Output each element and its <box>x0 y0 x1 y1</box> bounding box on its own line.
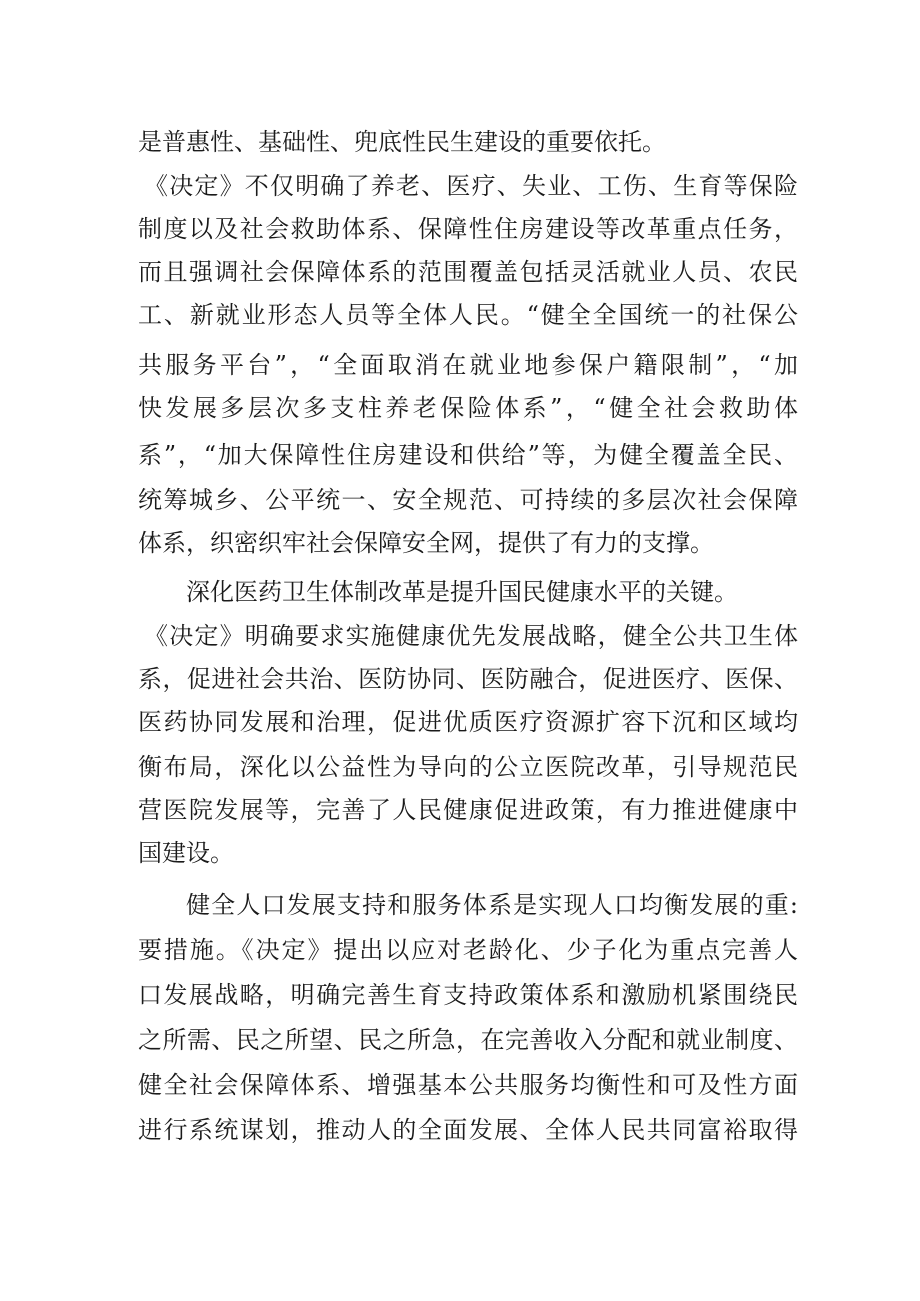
text-line: 快发展多层次多支柱养老保险体系”，“健全社会救助体 <box>138 394 798 422</box>
text-line: 《决定》不仅明确了养老、医疗、失业、工伤、生育等保险 <box>144 172 798 200</box>
text-line: 口发展战略，明确完善生育支持政策体系和激励机紧围绕民 <box>138 981 798 1009</box>
text-line: 制度以及社会救助体系、保障性住房建设等改革重点任务， <box>138 215 798 243</box>
text-line: 体系，织密织牢社会保障安全网，提供了有力的支撑。 <box>138 529 714 557</box>
text-line: 共服务平台”，“全面取消在就业地参保户籍限制”，“加 <box>138 351 798 379</box>
text-line: 国建设。 <box>138 839 234 867</box>
text-line: 要措施。《决定》提出以应对老龄化、少子化为重点完善人 <box>138 936 798 964</box>
text-line: 健全人口发展支持和服务体系是实现人口均衡发展的重: <box>186 891 798 919</box>
text-line: 进行系统谋划，推动人的全面发展、全体人民共同富裕取得 <box>138 1116 798 1144</box>
text-line: 系”，“加大保障性住房建设和供给”等，为健全覆盖全民、 <box>138 441 798 469</box>
text-line: 而且强调社会保障体系的范围覆盖包括灵活就业人员、农民 <box>138 258 798 286</box>
text-line: 是普惠性、基础性、兜底性民生建设的重要依托。 <box>138 128 666 156</box>
text-line: 营医院发展等，完善了人民健康促进政策，有力推进健康中 <box>138 796 798 824</box>
text-line: 统筹城乡、公平统一、安全规范、可持续的多层次社会保障 <box>138 486 798 514</box>
text-line: 工、新就业形态人员等全体人民。“健全全国统一的社保公 <box>138 301 798 329</box>
text-line: 系，促进社会共治、医防协同、医防融合，促进医疗、医保、 <box>138 665 798 693</box>
text-line: 深化医药卫生体制改革是提升国民健康水平的关键。 <box>186 578 738 606</box>
text-line: 之所需、民之所望、民之所急，在完善收入分配和就业制度、 <box>138 1026 798 1054</box>
text-line: 衡布局，深化以公益性为导向的公立医院改革，引导规范民 <box>138 753 798 781</box>
text-line: 健全社会保障体系、增强基本公共服务均衡性和可及性方面 <box>138 1071 798 1099</box>
text-line: 医药协同发展和治理，促进优质医疗资源扩容下沉和区域均 <box>138 708 798 736</box>
text-line: 《决定》明确要求实施健康优先发展战略，健全公共卫生体 <box>144 622 798 650</box>
